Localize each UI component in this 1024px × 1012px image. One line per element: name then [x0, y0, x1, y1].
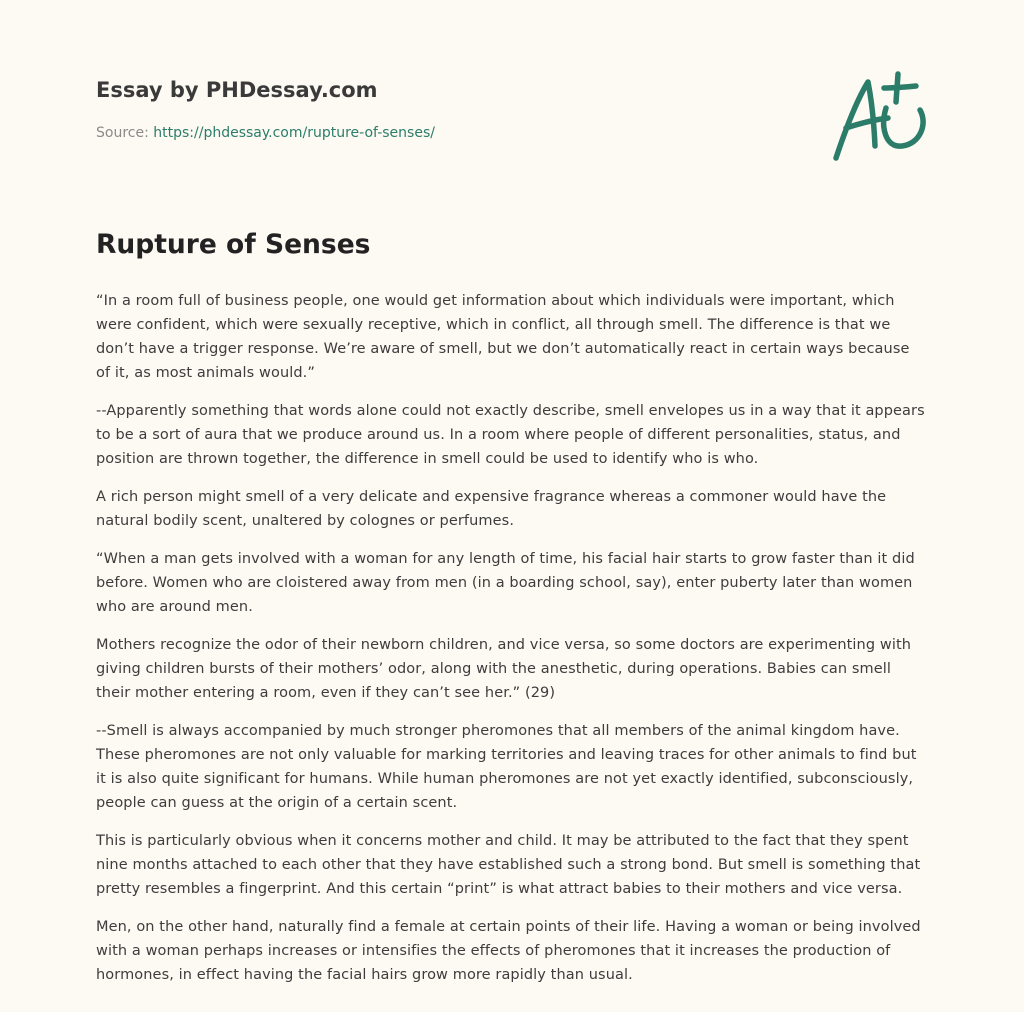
paragraph: “When a man gets involved with a woman for any length of time, his facial hair starts to grow faster than it did before. Women who are cloistered away from men (in a boarding school, say), enter puberty later than women who are around men.: [96, 551, 915, 615]
a-plus-logo-icon: [828, 68, 932, 164]
source-link[interactable]: https://phdessay.com/rupture-of-senses/: [153, 125, 435, 141]
paragraph: Men, on the other hand, naturally find a female at certain points of their life. Having a woman or being involved with a woman perhaps increases or intensifies the effects of pheromones that it increases the production of hormones, in effect having the facial hairs grow more rapidly than usual.: [96, 919, 921, 983]
paragraph: “In a room full of business people, one would get information about which individuals were important, which were confident, which were sexually receptive, which in conflict, all through smell. The difference is that we don’t have a trigger response. We’re aware of smell, but we don’t automatically react in certain ways because of it, as most animals would.”: [96, 293, 910, 381]
site-title: Essay by PHDessay.com: [96, 78, 378, 102]
source-line: [96, 124, 435, 142]
paragraph: --Smell is always accompanied by much stronger pheromones that all members of the animal kingdom have. These pheromones are not only valuable for marking territories and leaving traces for other animals to find but it is also quite significant for humans. While human pheromones are not yet exactly identified, subconsciously, people can guess at the origin of a certain scent.: [96, 723, 917, 811]
paragraph: This is particularly obvious when it concerns mother and child. It may be attributed to the fact that they spent nine months attached to each other that they have established such a strong bond. But smell is something that pretty resembles a fingerprint. And this certain “print” is what attract babies to their mothers and vice versa.: [96, 833, 921, 897]
header: [96, 0, 928, 178]
paragraph: --Apparently something that words alone could not exactly describe, smell envelopes us in a way that it appears to be a sort of aura that we produce around us. In a room where people of different personalities, status, and position are thrown together, the difference in smell could be used to identify who is who.: [96, 403, 925, 467]
article-body: [96, 289, 928, 987]
source-label: Source:: [96, 125, 149, 141]
paragraph: A rich person might smell of a very delicate and expensive fragrance whereas a commoner would have the natural bodily scent, unaltered by colognes or perfumes.: [96, 489, 887, 529]
paragraph: Mothers recognize the odor of their newborn children, and vice versa, so some doctors are experimenting with giving children bursts of their mothers’ odor, along with the anesthetic, during operations. Babies can smell their mother entering a room, even if they can’t see her.” (29): [96, 637, 912, 701]
article-title: Rupture of Senses: [96, 229, 371, 260]
